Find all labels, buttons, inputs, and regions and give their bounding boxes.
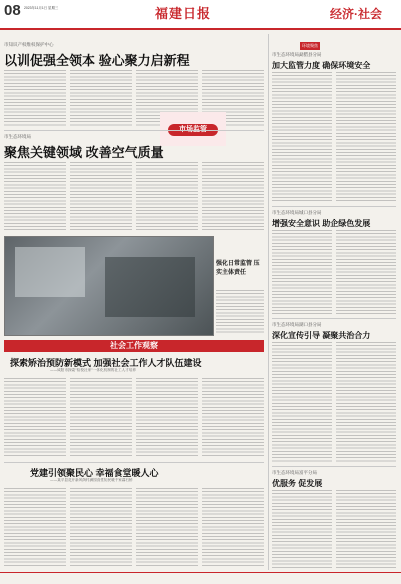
side1-title: 加大监管力度 确保环境安全 xyxy=(272,61,371,70)
section-banner: 社会工作观察 xyxy=(4,340,264,352)
side1-body-col2 xyxy=(336,72,396,202)
article4-body-col2 xyxy=(70,488,132,568)
article2-kicker: 市生态环境局 xyxy=(4,135,31,140)
article3-title: 探索矫治预防新模式 加强社会工作人才队伍建设 xyxy=(10,358,202,368)
issue-date: 2023年11月1日 星期三 xyxy=(24,6,59,10)
article1-body-col1 xyxy=(4,70,66,126)
news-photo xyxy=(4,236,214,336)
divider xyxy=(4,130,264,131)
side3-body-col2 xyxy=(336,342,396,462)
side2-kicker: 市生态环境局城口县分局 xyxy=(272,211,322,216)
side2-body-col1 xyxy=(272,230,332,314)
article2-body-col3 xyxy=(136,162,198,232)
article4-body-col1 xyxy=(4,488,66,568)
article4-body-col4 xyxy=(202,488,264,568)
market-graphic xyxy=(160,112,226,146)
article3-subtitle: ——咸阳市探索"检校社家"一体化机制的社工人才培养 xyxy=(50,368,136,372)
side4-body-col1 xyxy=(272,490,332,568)
article4-title: 党建引领聚民心 幸福食堂暖人心 xyxy=(30,468,159,478)
article3-body-col1 xyxy=(4,378,66,458)
side-tag: 环境聚焦 xyxy=(302,43,318,48)
page-footer xyxy=(0,572,401,584)
photo-caption: 强化日常监管 压实主体责任 xyxy=(216,261,260,276)
article1-title: 以训促强全领本 验心聚力启新程 xyxy=(4,53,190,68)
article3-body-col4 xyxy=(202,378,264,458)
divider xyxy=(4,462,264,463)
section-title: 经济·社会 xyxy=(330,7,382,21)
article3-body-col3 xyxy=(136,378,198,458)
page-number: 08 xyxy=(4,2,21,19)
article4-body-col3 xyxy=(136,488,198,568)
side1-body-col1 xyxy=(272,72,332,202)
article2-body-col2 xyxy=(70,162,132,232)
paper-logo: 福建日报 xyxy=(155,7,212,22)
article3-body-col2 xyxy=(70,378,132,458)
divider xyxy=(272,466,396,467)
page-header xyxy=(0,0,401,30)
divider xyxy=(272,206,396,207)
side3-kicker: 市生态环境局湖口县分局 xyxy=(272,323,322,328)
article4-subtitle: ——某平县花开新风荫村满园食堂知民暖千家暮石桥 xyxy=(50,478,133,482)
article1-kicker: 市知识产权维权保护中心 xyxy=(4,43,54,48)
side1-kicker: 市生态环境局勐腊县分局 xyxy=(272,53,322,58)
side2-body-col2 xyxy=(336,230,396,314)
divider xyxy=(272,318,396,319)
side4-kicker: 市生态环境局富平分局 xyxy=(272,471,317,476)
side4-title: 优服务 促发展 xyxy=(272,479,323,488)
side4-body-col2 xyxy=(336,490,396,568)
side2-title: 增强安全意识 助企绿色发展 xyxy=(272,219,371,228)
photo-caption-text xyxy=(216,290,264,334)
article1-body-col2 xyxy=(70,70,132,126)
article2-body-col1 xyxy=(4,162,66,232)
side3-body-col1 xyxy=(272,342,332,462)
side3-title: 深化宣传引导 凝聚共治合力 xyxy=(272,331,371,340)
column-divider xyxy=(268,34,269,570)
article2-title: 聚焦关键领域 改善空气质量 xyxy=(4,145,164,160)
article2-body-col4 xyxy=(202,162,264,232)
